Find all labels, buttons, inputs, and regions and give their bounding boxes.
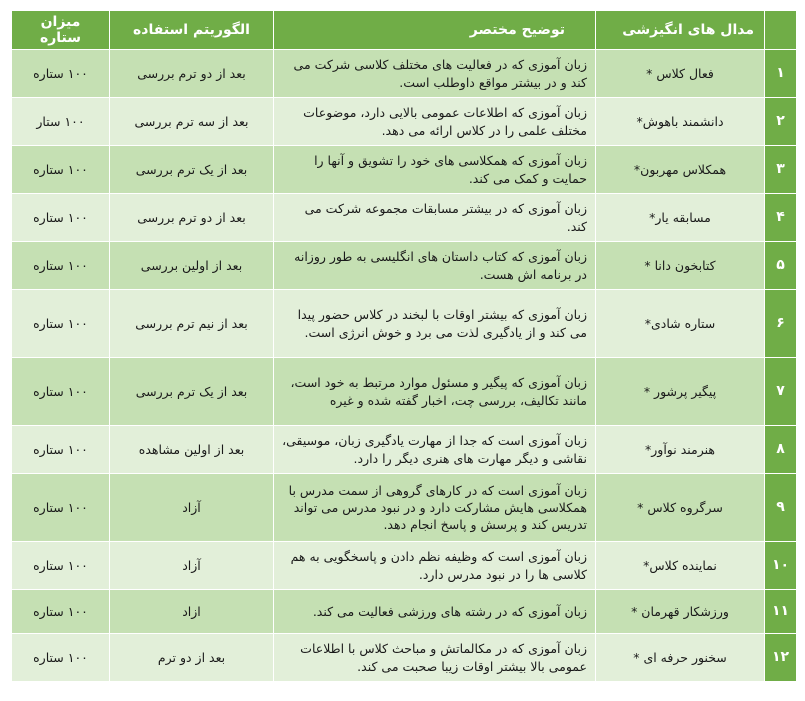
usage-algorithm: بعد از دو ترم بررسی [110, 194, 274, 242]
usage-algorithm: بعد از نیم ترم بررسی [110, 290, 274, 358]
medal-description: زبان آموزی که پیگیر و مسئول موارد مرتبط به خود است، مانند تکالیف، بررسی چت، اخبار گفته شده و غیره [274, 358, 596, 426]
table-row [12, 426, 797, 474]
row-number: ۷ [765, 358, 797, 426]
table-header-row [12, 11, 797, 50]
table-row [12, 146, 797, 194]
star-amount: ۱۰۰ ستاره [12, 242, 110, 290]
medal-description: زبان آموزی که در مکالماتش و مباحث کلاس با اطلاعات عمومی بالا بیشتر اوقات زیبا صحبت می کند. [274, 634, 596, 682]
row-number: ۱۱ [765, 590, 797, 634]
row-number: ۱۲ [765, 634, 797, 682]
medal-description: زبان آموزی است که در کارهای گروهی از سمت مدرس با همکلاسی هایش مشارکت دارد و در نبود مدرس می تواند تدریس کند و پرسش و پاسخ انجام دهد. [274, 474, 596, 542]
medal-name: ورزشکار قهرمان * [596, 590, 765, 634]
medal-description: زبان آموزی است که وظیفه نظم دادن و پاسخگویی به هم کلاسی ها را در نبود مدرس دارد. [274, 542, 596, 590]
star-amount: ۱۰۰ ستاره [12, 542, 110, 590]
medals-table-container [11, 10, 796, 682]
star-amount: ۱۰۰ ستاره [12, 426, 110, 474]
header-algorithm: الگوریتم استفاده [110, 11, 274, 50]
usage-algorithm: بعد از دو ترم [110, 634, 274, 682]
table-row [12, 634, 797, 682]
table-row [12, 290, 797, 358]
star-amount: ۱۰۰ ستاره [12, 474, 110, 542]
row-number: ۴ [765, 194, 797, 242]
medal-description: زبان آموزی است که جدا از مهارت یادگیری زبان، موسیقی، نقاشی و دیگر مهارت های هنری دیگر را دارد. [274, 426, 596, 474]
row-number: ۸ [765, 426, 797, 474]
usage-algorithm: آزاد [110, 474, 274, 542]
usage-algorithm: بعد از دو ترم بررسی [110, 50, 274, 98]
table-row [12, 50, 797, 98]
star-amount: ۱۰۰ ستاره [12, 590, 110, 634]
table-row [12, 474, 797, 542]
usage-algorithm: بعد از یک ترم بررسی [110, 146, 274, 194]
medals-table [11, 10, 797, 682]
star-amount: ۱۰۰ ستار [12, 98, 110, 146]
table-row [12, 542, 797, 590]
medal-description: زبان آموزی که در رشته های ورزشی فعالیت می کند. [274, 590, 596, 634]
medal-description: زبان آموزی که کتاب داستان های انگلیسی به طور روزانه در برنامه اش هست. [274, 242, 596, 290]
usage-algorithm: بعد از اولین بررسی [110, 242, 274, 290]
star-amount: ۱۰۰ ستاره [12, 50, 110, 98]
header-number-cell [765, 11, 797, 50]
header-description: توضیح مختصر [274, 11, 596, 50]
medal-description: زبان آموزی که در فعالیت های مختلف کلاسی شرکت می کند و در بیشتر مواقع داوطلب است. [274, 50, 596, 98]
medal-name: کتابخون دانا * [596, 242, 765, 290]
medal-description: زبان آموزی که اطلاعات عمومی بالایی دارد، موضوعات مختلف علمی را در کلاس ارائه می دهد. [274, 98, 596, 146]
medal-name: مسابقه یار* [596, 194, 765, 242]
table-row [12, 194, 797, 242]
usage-algorithm: ازاد [110, 590, 274, 634]
medal-name: سرگروه کلاس * [596, 474, 765, 542]
medal-name: پیگیر پرشور * [596, 358, 765, 426]
star-amount: ۱۰۰ ستاره [12, 290, 110, 358]
medal-description: زبان آموزی که در بیشتر مسابقات مجموعه شرکت می کند. [274, 194, 596, 242]
row-number: ۳ [765, 146, 797, 194]
medal-name: هنرمند نوآور* [596, 426, 765, 474]
star-amount: ۱۰۰ ستاره [12, 146, 110, 194]
row-number: ۱ [765, 50, 797, 98]
usage-algorithm: آزاد [110, 542, 274, 590]
usage-algorithm: بعد از یک ترم بررسی [110, 358, 274, 426]
medal-name: فعال کلاس * [596, 50, 765, 98]
medal-description: زبان آموزی که همکلاسی های خود را تشویق و آنها را حمایت و کمک می کند. [274, 146, 596, 194]
table-row [12, 242, 797, 290]
medal-description: زبان آموزی که بیشتر اوقات با لبخند در کلاس حضور پیدا می کند و از یادگیری لذت می برد و خوش انرژی است. [274, 290, 596, 358]
table-row [12, 358, 797, 426]
medal-name: نماینده کلاس* [596, 542, 765, 590]
medal-name: دانشمند باهوش* [596, 98, 765, 146]
usage-algorithm: بعد از اولین مشاهده [110, 426, 274, 474]
medal-name: ستاره شادی* [596, 290, 765, 358]
row-number: ۹ [765, 474, 797, 542]
medal-name: سخنور حرفه ای * [596, 634, 765, 682]
usage-algorithm: بعد از سه ترم بررسی [110, 98, 274, 146]
star-amount: ۱۰۰ ستاره [12, 194, 110, 242]
table-row [12, 98, 797, 146]
header-medal: مدال های انگیزشی [596, 11, 765, 50]
medal-name: همکلاس مهربون* [596, 146, 765, 194]
table-row [12, 590, 797, 634]
row-number: ۱۰ [765, 542, 797, 590]
row-number: ۲ [765, 98, 797, 146]
row-number: ۵ [765, 242, 797, 290]
row-number: ۶ [765, 290, 797, 358]
star-amount: ۱۰۰ ستاره [12, 358, 110, 426]
header-stars: میزان ستاره [12, 11, 110, 50]
star-amount: ۱۰۰ ستاره [12, 634, 110, 682]
